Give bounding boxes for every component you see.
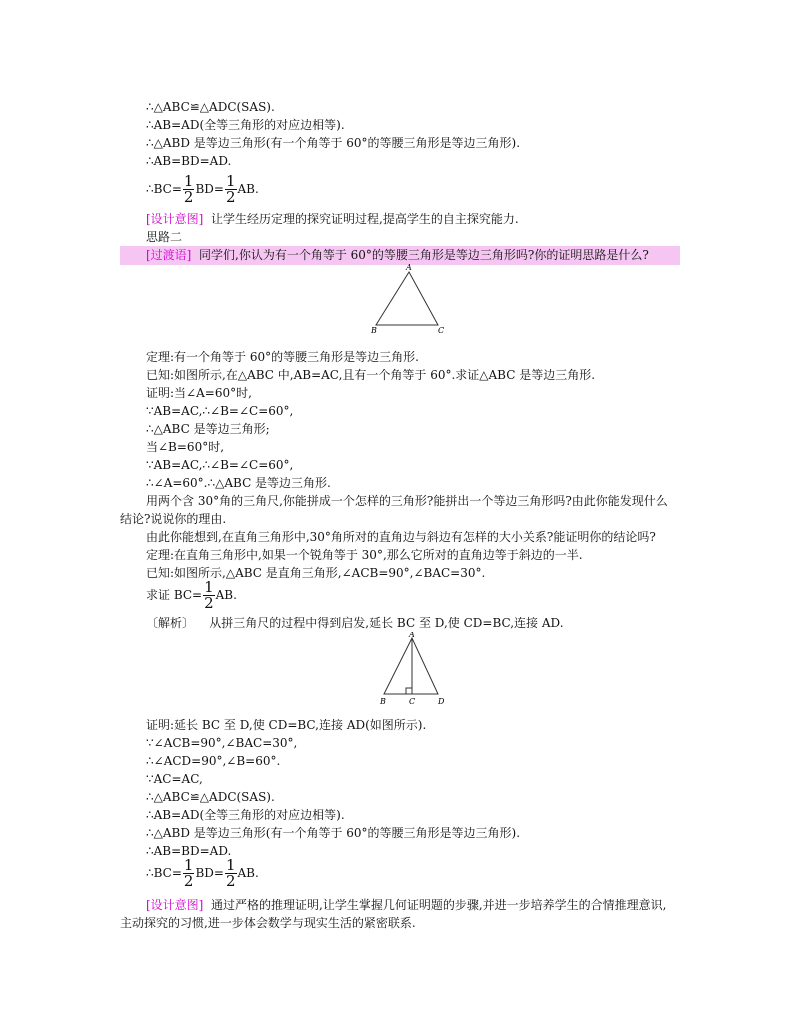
- fraction: [183, 858, 195, 889]
- proof2-line: 证明:延长 BC 至 D,使 CD=BC,连接 AD(如图所示).: [146, 718, 427, 732]
- transition-text: 同学们,你认为有一个角等于 60°的等腰三角形是等边三角形吗?你的证明思路是什么?: [199, 248, 649, 262]
- text: BD=: [195, 866, 224, 880]
- text: AB.: [215, 588, 237, 602]
- fraction-numerator: 1: [225, 856, 236, 874]
- text: BD=: [195, 182, 224, 196]
- right-angle-mark: [406, 688, 412, 694]
- fraction-denominator: 2: [204, 594, 214, 612]
- proof2-fraction-line: [146, 856, 259, 890]
- theorem-line: 定理:有一个角等于 60°的等腰三角形是等边三角形.: [146, 350, 419, 364]
- approach-2-heading: 思路二: [146, 230, 183, 244]
- theorem-line: 证明:当∠A=60°时,: [146, 386, 252, 400]
- fraction-numerator: 1: [183, 856, 194, 874]
- proof2-line: ∵AC=AC,: [146, 772, 203, 786]
- design-intent-tag: [设计意图]: [146, 212, 204, 226]
- paragraph-line: 用两个含 30°角的三角尺,你能拼成一个怎样的三角形?能拼出一个等边三角形吗?由此你能发现什么: [146, 494, 668, 508]
- label-a: A: [409, 632, 415, 639]
- label-c: C: [409, 697, 416, 706]
- theorem-line: 当∠B=60°时,: [146, 440, 225, 454]
- given-2: 已知:如图所示,△ABC 是直角三角形,∠ACB=90°,∠BAC=30°.: [146, 566, 486, 580]
- theorem-line: ∴△ABC 是等边三角形;: [146, 422, 270, 436]
- text: ∴BC=: [146, 866, 182, 880]
- design-intent-text: 让学生经历定理的探究证明过程,提高学生的自主探究能力.: [211, 212, 519, 226]
- design-intent-1: [146, 212, 519, 227]
- proof2-line: ∵∠ACB=90°,∠BAC=30°,: [146, 736, 298, 750]
- analysis-text: 从拼三角尺的过程中得到启发,延长 BC 至 D,使 CD=BC,连接 AD.: [209, 616, 564, 630]
- fraction-numerator: 1: [183, 172, 194, 190]
- fraction: [225, 174, 237, 205]
- theorem-line: ∵AB=AC,∴∠B=∠C=60°,: [146, 458, 294, 472]
- proof2-line: ∴△ABC≌△ADC(SAS).: [146, 790, 275, 804]
- fraction-denominator: 2: [225, 188, 236, 206]
- triangle-abd: [384, 638, 438, 694]
- triangle-abc: [376, 272, 438, 325]
- paragraph-line: 结论?说说你的理由.: [120, 512, 227, 526]
- text: ∴BC=: [146, 182, 182, 196]
- paragraph-line: 由此你能想到,在直角三角形中,30°角所对的直角边与斜边有怎样的大小关系?能证明你的结论吗?: [146, 530, 656, 544]
- analysis-tag: 〔解析〕: [146, 616, 195, 630]
- transition-line: [146, 248, 649, 263]
- theorem-line: ∵AB=AC,∴∠B=∠C=60°,: [146, 404, 294, 418]
- design-intent-2-cont: 主动探究的习惯,进一步体会数学与现实生活的紧密联系.: [120, 916, 416, 930]
- label-d: D: [438, 697, 445, 706]
- proof1-line: ∴△ABD 是等边三角形(有一个角等于 60°的等腰三角形是等边三角形).: [146, 136, 521, 150]
- fraction: [225, 858, 237, 889]
- label-c: C: [438, 326, 445, 335]
- design-intent-2: [146, 898, 666, 913]
- analysis-line: [146, 616, 564, 631]
- theorem-2: 定理:在直角三角形中,如果一个锐角等于 30°,那么它所对的直角边等于斜边的一半.: [146, 548, 583, 562]
- fraction-numerator: 1: [225, 172, 236, 190]
- right-triangle-figure: [376, 632, 456, 708]
- label-b: B: [371, 326, 377, 335]
- proof1-line: ∴△ABC≌△ADC(SAS).: [146, 100, 275, 114]
- fraction: [183, 174, 195, 205]
- design-intent-text: 通过严格的推理证明,让学生掌握几何证明题的步骤,并进一步培养学生的合情推理意识,: [211, 898, 667, 912]
- design-intent-tag: [设计意图]: [146, 898, 204, 912]
- prove-2: [146, 578, 237, 612]
- equilateral-triangle-figure: [366, 262, 450, 336]
- transition-tag: [过渡语]: [146, 248, 192, 262]
- label-b: B: [380, 697, 386, 706]
- text: AB.: [237, 866, 259, 880]
- fraction-denominator: 2: [225, 872, 236, 890]
- fraction-denominator: 2: [183, 188, 194, 206]
- proof2-line: ∴△ABD 是等边三角形(有一个角等于 60°的等腰三角形是等边三角形).: [146, 826, 521, 840]
- proof1-fraction-line: [146, 172, 259, 206]
- text: 求证 BC=: [146, 588, 203, 602]
- theorem-line: 已知:如图所示,在△ABC 中,AB=AC,且有一个角等于 60°.求证△ABC 是等边三角形.: [146, 368, 596, 382]
- fraction-denominator: 2: [183, 872, 194, 890]
- proof2-line: ∴AB=AD(全等三角形的对应边相等).: [146, 808, 345, 822]
- fraction-numerator: 1: [204, 578, 214, 596]
- fraction: [203, 580, 215, 611]
- proof1-line: ∴AB=AD(全等三角形的对应边相等).: [146, 118, 345, 132]
- proof1-line: ∴AB=BD=AD.: [146, 154, 232, 168]
- proof2-line: ∴∠ACD=90°,∠B=60°.: [146, 754, 281, 768]
- theorem-line: ∴∠A=60°.∴△ABC 是等边三角形.: [146, 476, 331, 490]
- label-a: A: [406, 263, 412, 272]
- proof2-line: ∴AB=BD=AD.: [146, 844, 232, 858]
- text: AB.: [237, 182, 259, 196]
